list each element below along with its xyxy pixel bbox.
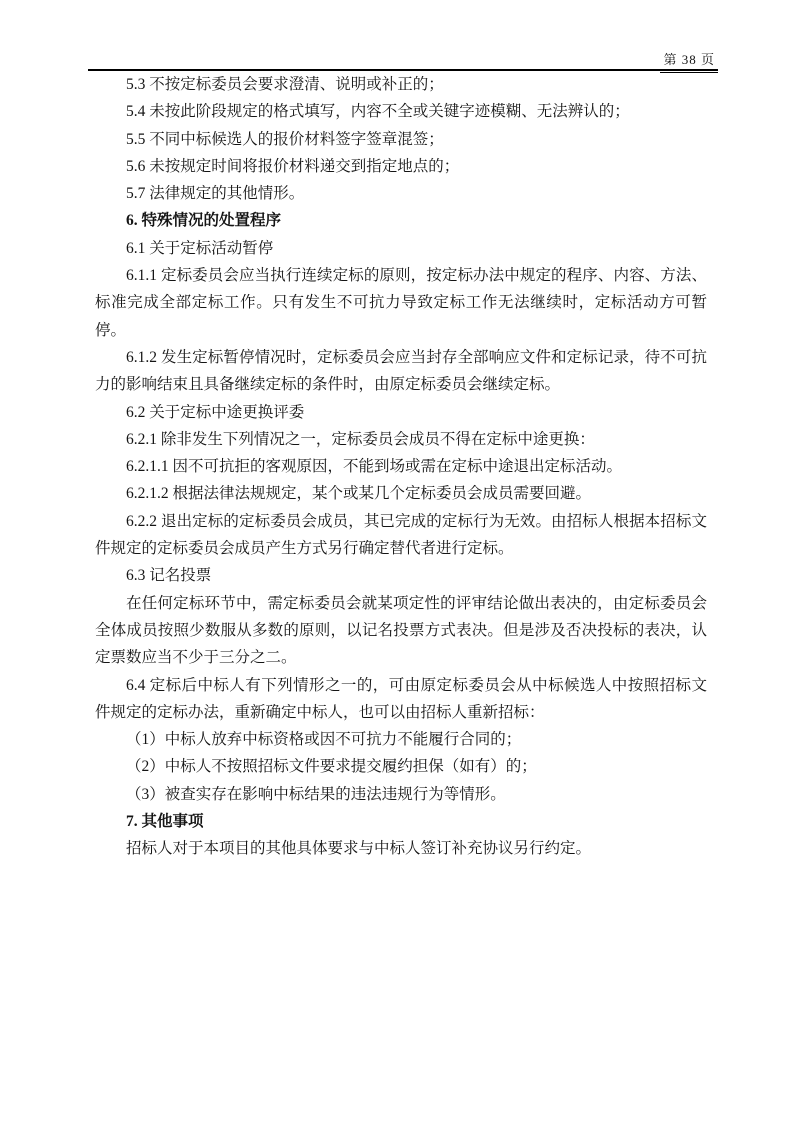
document-body	[95, 71, 707, 863]
para-6-2-2: 6.2.2 退出定标的定标委员会成员，其已完成的定标行为无效。由招标人根据本招标文件规定的定标委员会成员产生方式另行确定替代者进行定标。	[95, 512, 707, 558]
para-5-5: 5.5 不同中标候选人的报价材料签字签章混签；	[126, 130, 444, 148]
heading-section-6: 6. 特殊情况的处置程序	[126, 212, 282, 230]
list-item-1: （1）中标人放弃中标资格或因不可抗力不能履行合同的；	[126, 731, 522, 749]
para-6-1-2: 6.1.2 发生定标暂停情况时，定标委员会应当封存全部响应文件和定标记录，待不可抗力的影响结束且具备继续定标的条件时，由原定标委员会继续定标。	[95, 348, 707, 394]
para-6-2: 6.2 关于定标中途更换评委	[126, 403, 305, 421]
para-6-3-body: 在任何定标环节中，需定标委员会就某项定性的评审结论做出表决的，由定标委员会全体成员按照少数服从多数的原则，以记名投票方式表决。但是涉及否决投标的表决，认定票数应当不少于三分之二。	[95, 594, 707, 667]
para-6-2-1-2: 6.2.1.2 根据法律法规规定，某个或某几个定标委员会成员需要回避。	[126, 485, 592, 503]
para-5-4: 5.4 未按此阶段规定的格式填写，内容不全或关键字迹模糊、无法辨认的；	[126, 103, 630, 121]
para-5-3: 5.3 不按定标委员会要求澄清、说明或补正的；	[126, 76, 444, 93]
para-6-4: 6.4 定标后中标人有下列情形之一的，可由原定标委员会从中标候选人中按照招标文件规定的定标办法，重新确定中标人，也可以由招标人重新招标：	[95, 676, 707, 721]
para-5-6: 5.6 未按规定时间将报价材料递交到指定地点的；	[126, 157, 460, 175]
para-7-body: 招标人对于本项目的其他具体要求与中标人签订补充协议另行约定。	[126, 840, 592, 858]
para-5-7: 5.7 法律规定的其他情形。	[126, 185, 305, 203]
para-6-3: 6.3 记名投票	[126, 567, 212, 585]
para-6-2-1: 6.2.1 除非发生下列情况之一，定标委员会成员不得在定标中途更换：	[126, 430, 595, 448]
heading-section-7: 7. 其他事项	[126, 813, 204, 831]
list-item-2: （2）中标人不按照招标文件要求提交履约担保（如有）的；	[126, 758, 537, 776]
para-6-1: 6.1 关于定标活动暂停	[126, 239, 274, 257]
para-6-1-1: 6.1.1 定标委员会应当执行连续定标的原则，按定标办法中规定的程序、内容、方法、标准完成全部定标工作。只有发生不可抗力导致定标工作无法继续时，定标活动方可暂停。	[95, 267, 707, 339]
para-6-2-1-1: 6.2.1.1 因不可抗拒的客观原因，不能到场或需在定标中途退出定标活动。	[126, 458, 623, 476]
page-number: 第 38 页	[660, 51, 718, 73]
list-item-3: （3）被查实存在影响中标结果的违法违规行为等情形。	[126, 785, 506, 803]
